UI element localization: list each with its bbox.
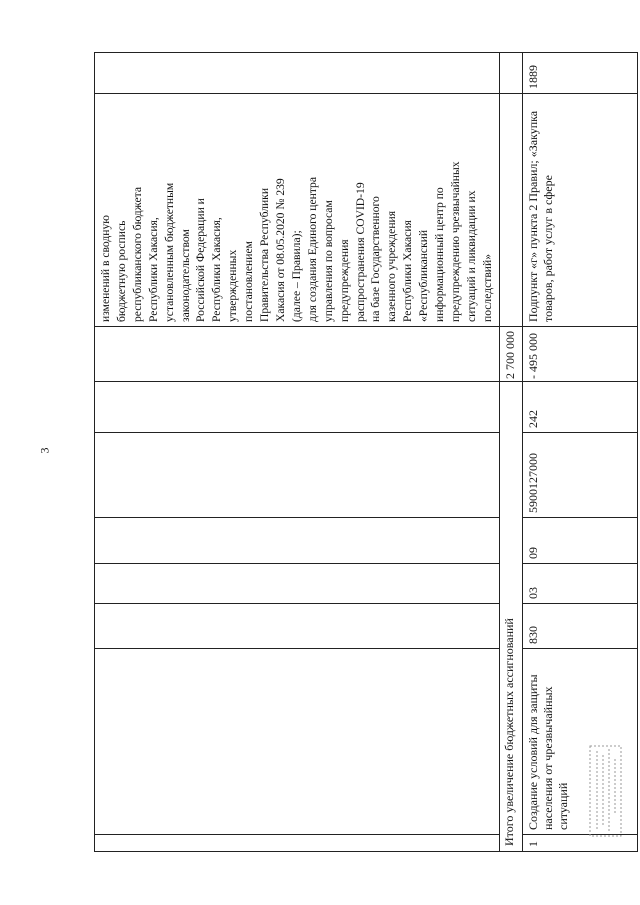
desc-line: предупреждению чрезвычайных: [448, 161, 462, 322]
row-separator-2: [522, 52, 523, 852]
row2-code5: 242: [526, 410, 540, 428]
col-sep-c: [94, 603, 499, 604]
desc-line: на базе Государственного: [369, 196, 383, 322]
table-border-right: [94, 52, 638, 53]
desc-line: информационный центр по: [433, 187, 447, 322]
row2-id: 1889: [526, 65, 540, 89]
total-label: Итого увеличение бюджетных ассигнований: [502, 618, 516, 846]
row1-description: [96, 94, 498, 326]
desc-line: Российской Федерации и: [194, 198, 208, 322]
desc-line: управления по вопросам: [321, 200, 335, 322]
desc-line: распространения COVID-19: [353, 182, 367, 322]
desc-line: (далее – Правила);: [289, 230, 303, 322]
stamp-mark: [589, 745, 622, 837]
row2-name: Создание условий для защиты населения от чрезвычайных ситуаций: [526, 674, 570, 830]
desc-line: Хакасия от 08.05.2020 № 239: [273, 178, 287, 322]
desc-line: Республики Хакасия,: [146, 217, 160, 322]
col-sep-f: [94, 432, 499, 433]
desc-line: «Республиканский: [417, 229, 431, 322]
row2-basis: Подпункт «г» пункта 2 Правил; «Закупка товаров, работ услуг в сфере: [526, 110, 555, 322]
desc-line: предупреждения: [337, 239, 351, 322]
row2-code1: 830: [526, 626, 540, 644]
row2-code4: 5900127000: [526, 453, 540, 513]
total-amount: 2 700 000: [503, 331, 517, 379]
rotated-table: [94, 52, 638, 852]
desc-line: республиканского бюджета: [130, 186, 144, 322]
row2-code3: 09: [526, 547, 540, 559]
desc-line: казенного учреждения: [385, 210, 399, 322]
desc-line: Республики Хакасия: [401, 220, 415, 322]
desc-line: для создания Единого центра: [305, 177, 319, 322]
desc-line: законодательством: [178, 229, 192, 322]
col-sep-b: [94, 648, 499, 649]
desc-line: утвержденных: [226, 249, 240, 322]
desc-line: ситуаций и ликвидации их: [464, 190, 478, 322]
col-sep-a: [94, 834, 499, 835]
desc-line: постановлением: [242, 241, 256, 322]
desc-line: Правительства Республики: [258, 187, 272, 322]
table-border-left: [94, 851, 638, 852]
page-number: 3: [37, 447, 52, 454]
row2-num: 1: [526, 841, 540, 847]
desc-line: Республики Хакасия,: [210, 217, 224, 322]
row2-amount: - 495 000: [526, 333, 540, 379]
desc-line: бюджетную роспись: [114, 220, 128, 322]
col-sep-h: [94, 326, 638, 327]
col-sep-g: [94, 381, 638, 382]
row2-code2: 03: [526, 587, 540, 599]
col-sep-e: [94, 517, 499, 518]
col-sep-d: [94, 563, 499, 564]
desc-line: последствий»: [480, 253, 494, 322]
table-border-top: [94, 52, 95, 852]
desc-line: изменений в сводную: [99, 215, 112, 322]
table-border-bottom: [637, 52, 638, 852]
desc-line: установленным бюджетным: [162, 182, 176, 322]
